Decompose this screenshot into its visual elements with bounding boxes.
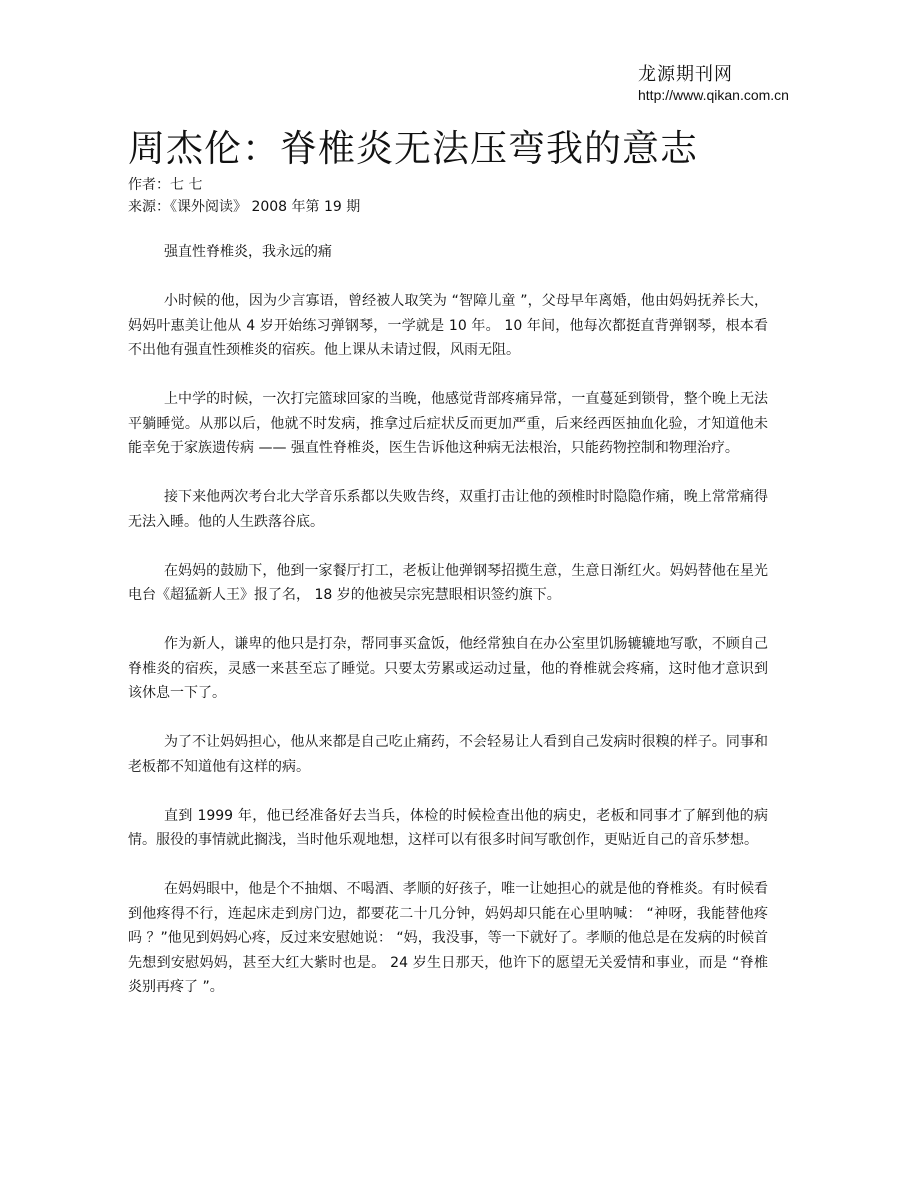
article-body xyxy=(128,240,768,1024)
paragraph: 直到 1999 年，他已经准备好去当兵，体检的时候检查出他的病史，老板和同事才了解到他的病情。服役的事情就此搁浅，当时他乐观地想，这样可以有很多时间写歌创作，更贴近自己的音乐梦想。 xyxy=(128,807,768,848)
article-subtitle: 强直性脊椎炎，我永远的痛 xyxy=(164,244,332,260)
site-name: 龙源期刊网 xyxy=(638,64,733,85)
paragraph: 上中学的时候，一次打完篮球回家的当晚，他感觉背部疼痛异常，一直蔓延到锁骨，整个晚上无法平躺睡觉。从那以后，他就不时发病，推拿过后症状反而更加严重，后来经西医抽血化验，才知道他未能幸免于家族遗传病 —— 强直性脊椎炎，医生告诉他这种病无法根治，只能药物控制和物理治疗。 xyxy=(128,391,768,456)
paragraph: 作为新人，谦卑的他只是打杂，帮同事买盒饭，他经常独自在办公室里饥肠辘辘地写歌，不顾自己脊椎炎的宿疾，灵感一来甚至忘了睡觉。只要太劳累或运动过量，他的脊椎就会疼痛，这时他才意识到该休息一下了。 xyxy=(128,636,768,701)
paragraph: 小时候的他，因为少言寡语，曾经被人取笑为 “智障儿童 ”，父母早年离婚，他由妈妈抚养长大，妈妈叶惠美让他从 4 岁开始练习弹钢琴，一学就是 10 年。 10 年间，他每次都挺直背弹钢琴，根本看不出他有强直性颈椎炎的宿疾。他上课从未请过假，风雨无阻。 xyxy=(128,293,768,358)
article-title: 周杰伦：脊椎炎无法压弯我的意志 xyxy=(128,127,698,170)
site-url[interactable]: http://www.qikan.com.cn xyxy=(638,87,789,103)
paragraph: 在妈妈眼中，他是个不抽烟、不喝酒、孝顺的好孩子，唯一让她担心的就是他的脊椎炎。有时候看到他疼得不行，连起床走到房门边，都要花二十几分钟，妈妈却只能在心里呐喊： “神呀，我能替他疼吗 ？”他见到妈妈心疼，反过来安慰她说： “妈，我没事，等一下就好了。孝顺的他总是在发病的时候首先想到安慰妈妈，甚至大红大紫时也是。 24 岁生日那天，他许下的愿望无关爱情和事业，而是 “脊椎炎别再疼了 ”。 xyxy=(128,881,768,995)
paragraph: 在妈妈的鼓励下，他到一家餐厅打工，老板让他弹钢琴招揽生意，生意日渐红火。妈妈替他在星光电台《超猛新人王》报了名， 18 岁的他被吴宗宪慧眼相识签约旗下。 xyxy=(128,562,768,603)
author-line: 作者：七 七 xyxy=(128,177,203,193)
paragraph: 接下来他两次考台北大学音乐系都以失败告终，双重打击让他的颈椎时时隐隐作痛，晚上常常痛得无法入睡。他的人生跌落谷底。 xyxy=(128,489,768,530)
source-line: 来源：《课外阅读》 2008 年第 19 期 xyxy=(128,199,361,215)
paragraph: 为了不让妈妈担心，他从来都是自己吃止痛药，不会轻易让人看到自己发病时很糗的样子。同事和老板都不知道他有这样的病。 xyxy=(128,734,768,775)
